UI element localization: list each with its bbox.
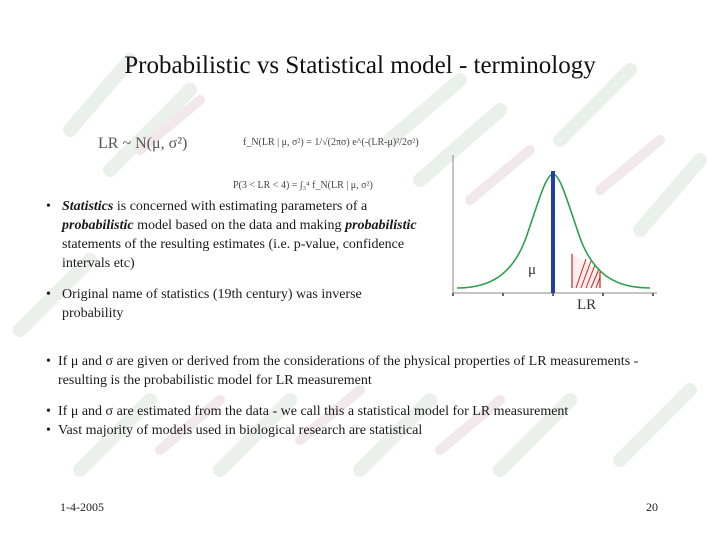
footer-date: 1-4-2005 (60, 500, 104, 514)
density-formula: f_N(LR | μ, σ²) = 1/√(2πσ) e^(-(LR-μ)²/2σ²) (243, 137, 419, 148)
normal-distribution-plot (452, 155, 662, 325)
mu-label: μ (528, 262, 537, 278)
bullet-marker: • (46, 354, 51, 369)
slide-title: Probabilistic vs Statistical model - terminology (124, 52, 596, 79)
shaded-probability-region (572, 254, 600, 288)
bullet-marker: • (46, 287, 51, 302)
lr-label: LR (577, 297, 597, 313)
bullet-original-name: • Original name of statistics (19th century) was inverse probability (46, 287, 362, 321)
page-number: 20 (646, 500, 658, 514)
probability-formula: P(3 < LR < 4) = ∫₃⁴ f_N(LR | μ, σ²) (233, 180, 373, 191)
bullet-probabilistic-model: • If μ and σ are given or derived from the considerations of the physical properties of LR measurements - resulting is the probabilistic model for LR measurement (46, 354, 639, 388)
bullet-marker: • (46, 404, 51, 419)
bullet-statistical-model: • If μ and σ are estimated from the data - we call this a statistical model for LR measurement (46, 404, 569, 419)
model-formula: LR ~ N(μ, σ²) (98, 135, 188, 152)
bullet-marker: • (46, 199, 51, 214)
bullet-statistics: • Statistics is concerned with estimating parameters of a probabilistic model based on the data and making probabilistic statements of the resulting estimates (i.e. p-value, confidence intervals etc) (46, 199, 417, 271)
bullet-biological-research: • Vast majority of models used in biological research are statistical (46, 423, 423, 438)
bullet-marker: • (46, 423, 51, 438)
